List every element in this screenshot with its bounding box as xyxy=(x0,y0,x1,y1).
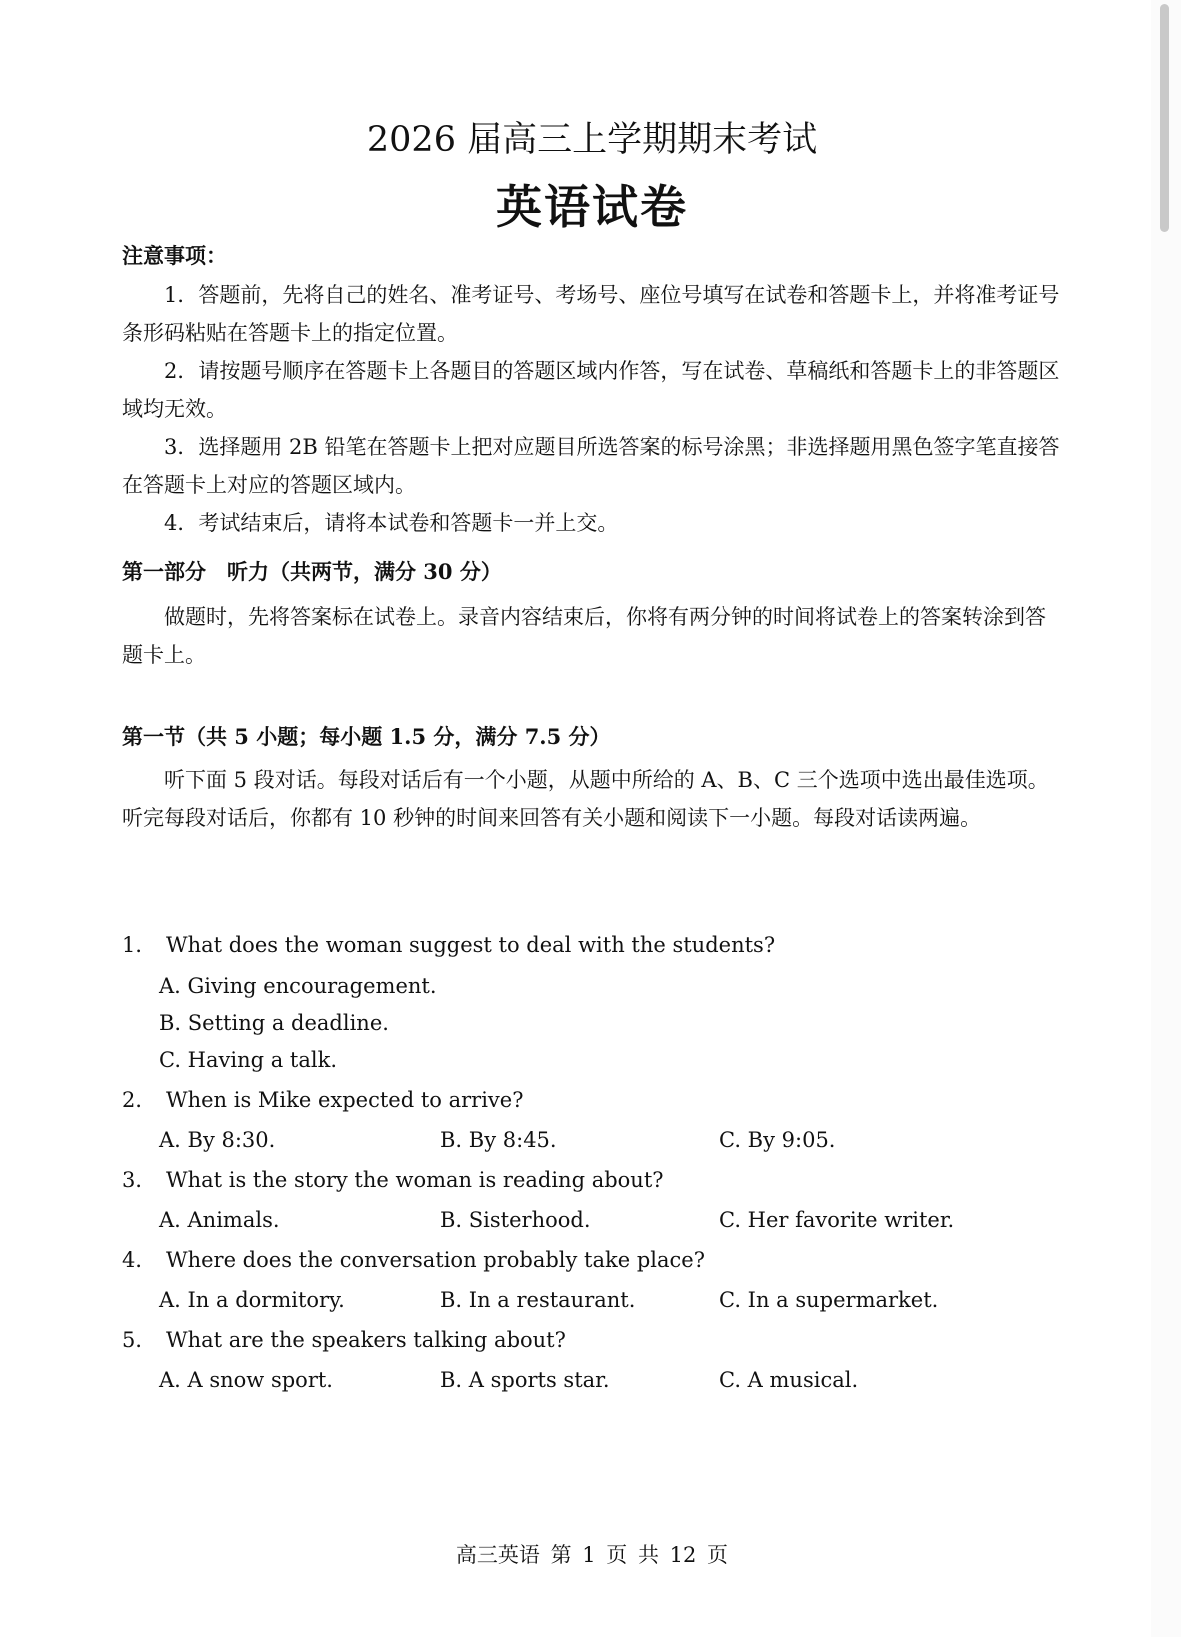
question-text: What are the speakers talking about? xyxy=(166,1328,566,1352)
option-c: C. By 9:05. xyxy=(719,1128,836,1152)
option-b: B. By 8:45. xyxy=(440,1128,557,1152)
option-a: A. In a dormitory. xyxy=(159,1288,345,1312)
question-number: 1． xyxy=(122,933,157,957)
option-b: B. Sisterhood. xyxy=(440,1208,591,1232)
part1-heading: 第一部分 听力（共两节，满分 30 分） xyxy=(122,559,502,584)
option-b: B. Setting a deadline. xyxy=(159,1011,389,1035)
exam-subject-title: 英语试卷 xyxy=(496,180,688,234)
option-a: A. Giving encouragement. xyxy=(159,974,437,998)
question-number: 2． xyxy=(122,1088,157,1112)
notice-item: 2．请按题号顺序在答题卡上各题目的答题区域内作答，写在试卷、草稿纸和答题卡上的非答题区域均无效。 xyxy=(122,359,1060,421)
question-text: Where does the conversation probably take place? xyxy=(166,1248,705,1272)
notice-item: 1．答题前，先将自己的姓名、准考证号、考场号、座位号填写在试卷和答题卡上，并将准考证号条形码粘贴在答题卡上的指定位置。 xyxy=(122,283,1060,345)
question-text: What does the woman suggest to deal with the students? xyxy=(166,933,776,957)
exam-title: 2026 届高三上学期期末考试 xyxy=(366,120,818,160)
notice-item: 4．考试结束后，请将本试卷和答题卡一并上交。 xyxy=(164,511,619,535)
option-a: A. By 8:30. xyxy=(159,1128,276,1152)
section1-heading: 第一节（共 5 小题；每小题 1.5 分，满分 7.5 分） xyxy=(122,724,611,749)
notice-item: 3．选择题用 2B 铅笔在答题卡上把对应题目所选答案的标号涂黑；非选择题用黑色签字笔直接答在答题卡上对应的答题区域内。 xyxy=(122,435,1060,497)
section1-intro-block xyxy=(122,761,1062,837)
question-number: 5． xyxy=(122,1328,157,1352)
part1-intro: 做题时，先将答案标在试卷上。录音内容结束后，你将有两分钟的时间将试卷上的答案转涂到答题卡上。 xyxy=(122,605,1046,667)
scrollbar-thumb[interactable] xyxy=(1160,4,1169,232)
option-a: A. A snow sport. xyxy=(159,1368,333,1392)
notice-heading: 注意事项： xyxy=(122,243,227,268)
part1-intro-block xyxy=(122,598,1062,674)
notice-list xyxy=(122,276,1062,542)
page-footer: 高三英语 第 1 页 共 12 页 xyxy=(455,1543,729,1567)
option-a: A. Animals. xyxy=(159,1208,280,1232)
section1-intro: 听下面 5 段对话。每段对话后有一个小题，从题中所给的 A、B、C 三个选项中选出最佳选项。听完每段对话后，你都有 10 秒钟的时间来回答有关小题和阅读下一小题。每段对话读两遍。 xyxy=(122,768,1049,830)
option-c: C. Having a talk. xyxy=(159,1048,337,1072)
question-text: When is Mike expected to arrive? xyxy=(166,1088,524,1112)
option-c: C. In a supermarket. xyxy=(719,1288,939,1312)
option-b: B. In a restaurant. xyxy=(440,1288,636,1312)
question-text: What is the story the woman is reading about? xyxy=(166,1168,664,1192)
option-b: B. A sports star. xyxy=(440,1368,610,1392)
vertical-scrollbar[interactable] xyxy=(1151,0,1181,1637)
question-number: 4． xyxy=(122,1248,157,1272)
question-number: 3． xyxy=(122,1168,157,1192)
option-c: C. A musical. xyxy=(719,1368,859,1392)
option-c: C. Her favorite writer. xyxy=(719,1208,955,1232)
